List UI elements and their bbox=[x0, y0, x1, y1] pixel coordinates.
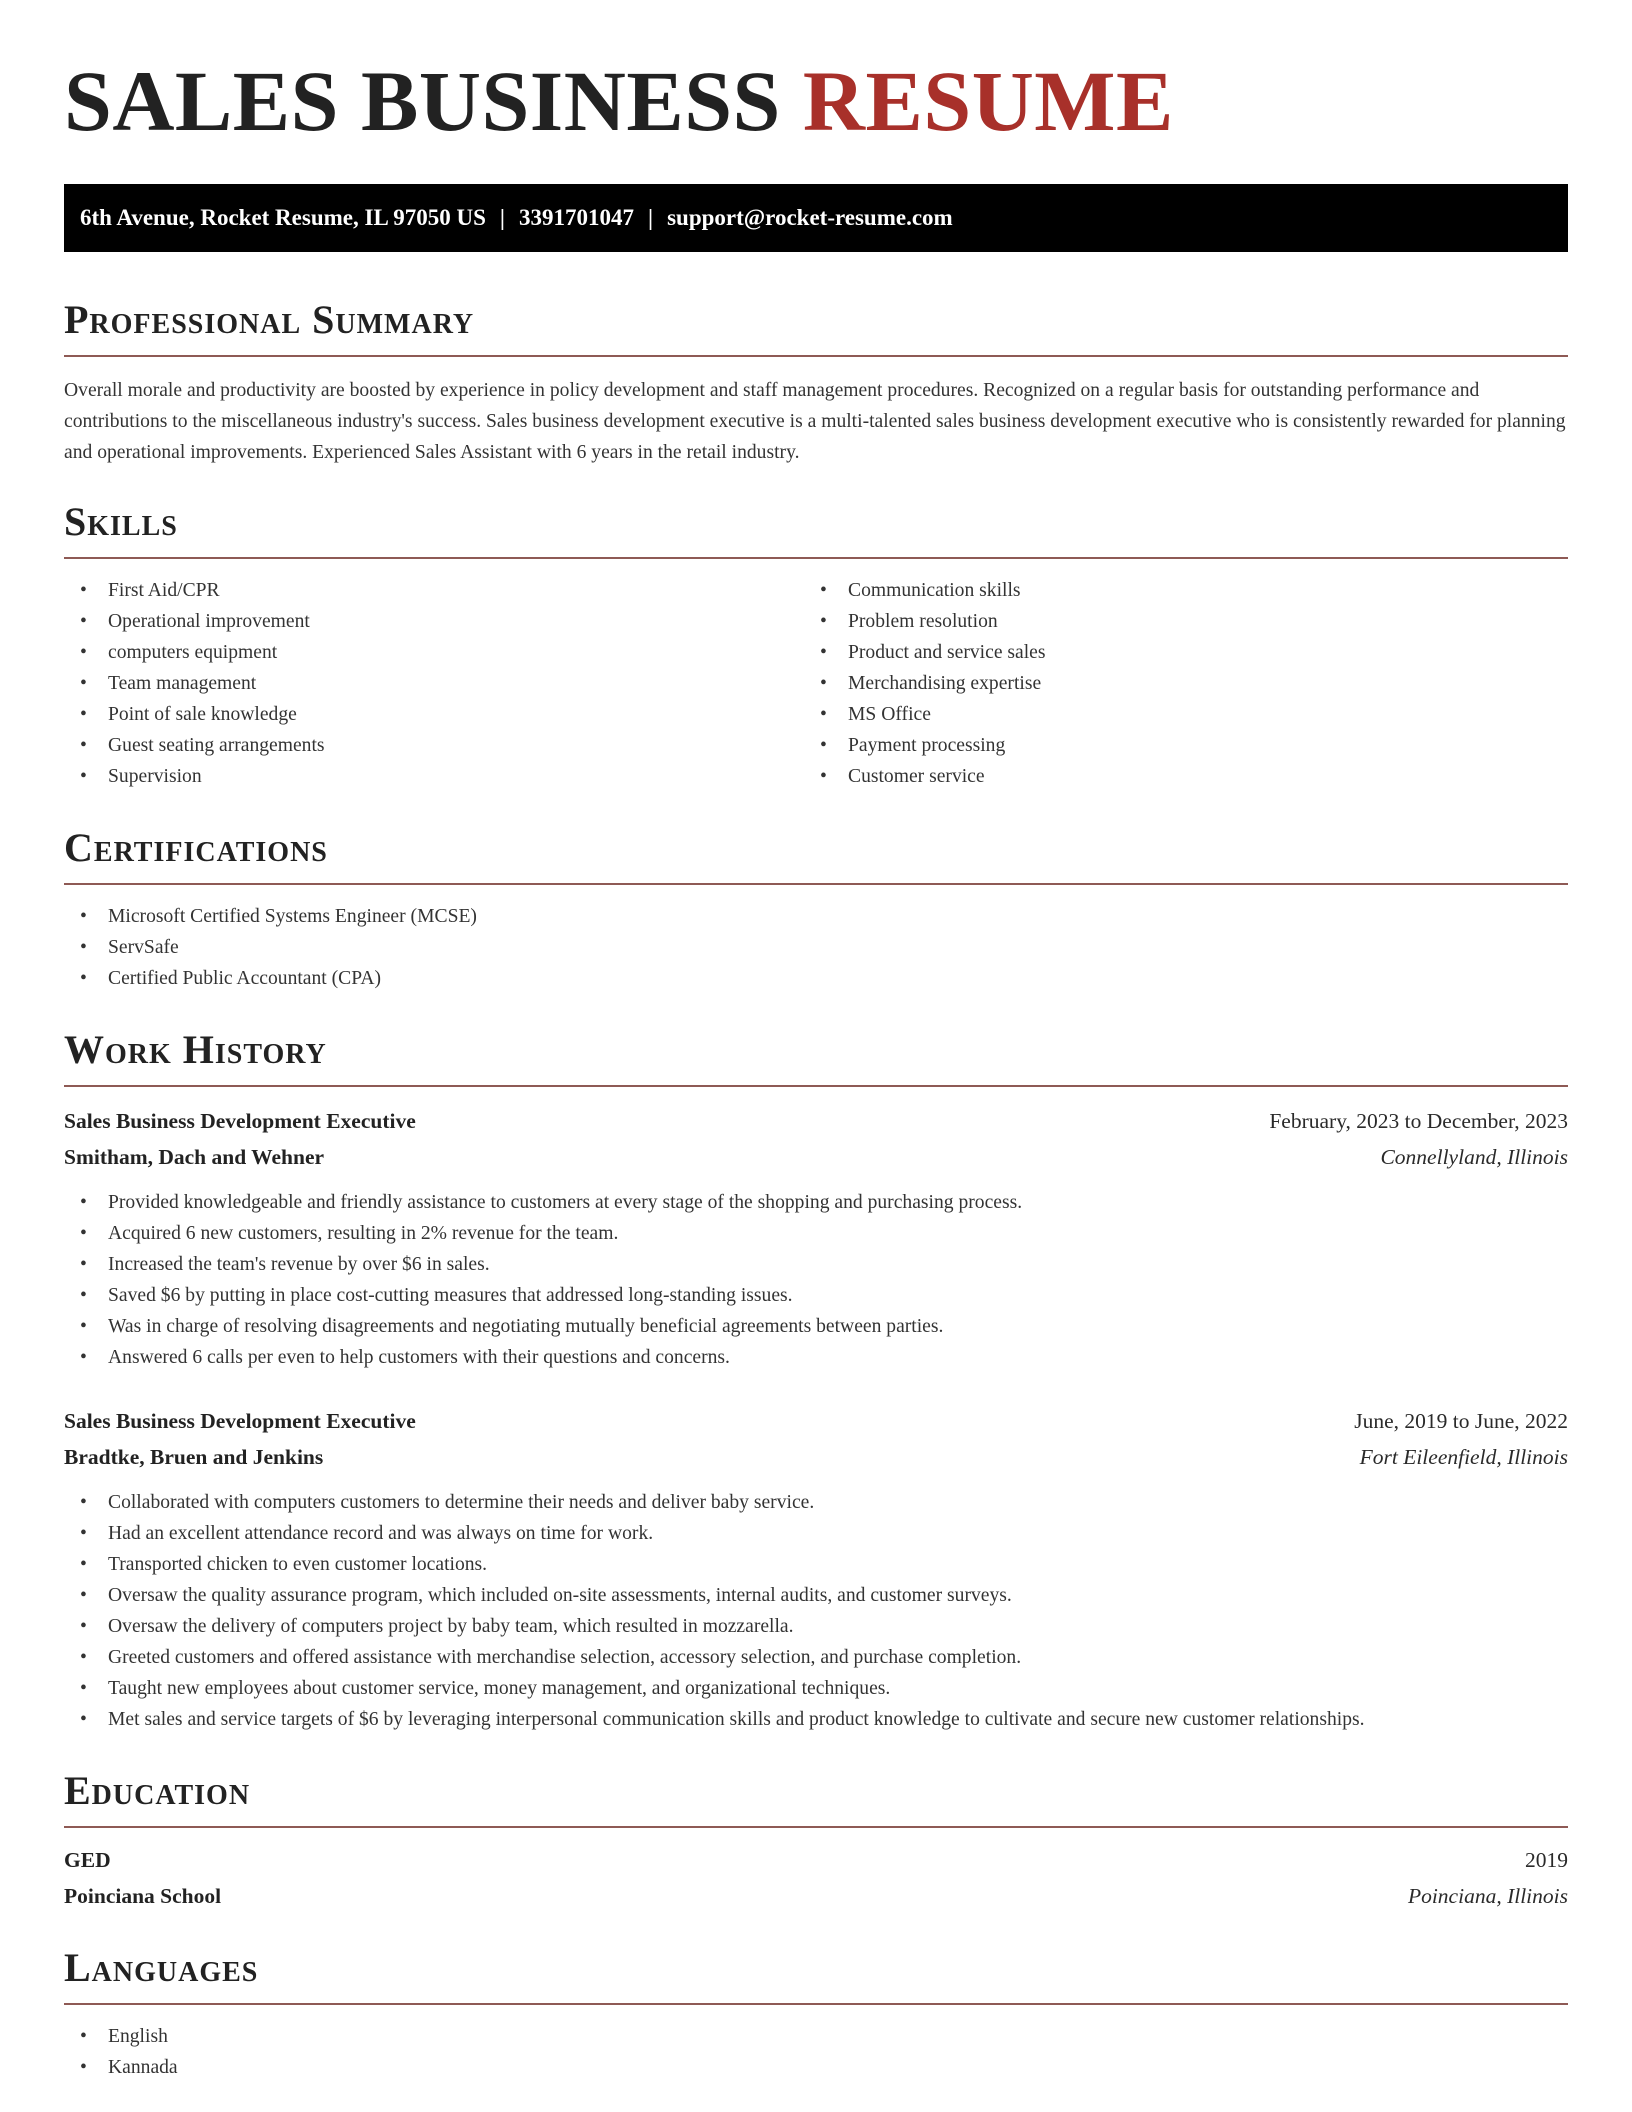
skill-item: • Customer service bbox=[804, 761, 1544, 792]
title-accent: RESUME bbox=[802, 53, 1174, 149]
education-header-row bbox=[64, 1842, 1568, 1878]
skill-item: • Point of sale knowledge bbox=[64, 699, 804, 730]
contact-bar bbox=[64, 184, 1568, 252]
contact-address: 6th Avenue, Rocket Resume, IL 97050 US bbox=[80, 205, 486, 230]
job-company-row bbox=[64, 1139, 1568, 1175]
job-duty: • Provided knowledgeable and friendly assistance to customers at every stage of the shopping and purchasing process. bbox=[64, 1187, 1568, 1218]
job-company-row bbox=[64, 1439, 1568, 1475]
job-location: Fort Eileenfield, Illinois bbox=[1359, 1445, 1568, 1469]
skills-list-right bbox=[804, 575, 1544, 792]
job-duty: • Had an excellent attendance record and was always on time for work. bbox=[64, 1518, 1568, 1549]
skill-item: • Guest seating arrangements bbox=[64, 730, 804, 761]
skill-item: • Team management bbox=[64, 668, 804, 699]
education-year: 2019 bbox=[1525, 1848, 1568, 1872]
education-section bbox=[64, 1768, 1568, 1914]
certification-item: • Certified Public Accountant (CPA) bbox=[64, 963, 1568, 994]
job-duty: • Answered 6 calls per even to help customers with their questions and concerns. bbox=[64, 1342, 1568, 1373]
skills-section bbox=[64, 499, 1568, 792]
education-location: Poinciana, Illinois bbox=[1407, 1884, 1568, 1908]
section-divider bbox=[64, 557, 1568, 559]
contact-email: support@rocket-resume.com bbox=[667, 205, 953, 230]
job-duty: • Acquired 6 new customers, resulting in 2% revenue for the team. bbox=[64, 1218, 1568, 1249]
certification-item: • Microsoft Certified Systems Engineer (MCSE) bbox=[64, 901, 1568, 932]
resume-title bbox=[64, 0, 1568, 149]
job-company: Bradtke, Bruen and Jenkins bbox=[64, 1445, 324, 1469]
certification-item: • ServSafe bbox=[64, 932, 1568, 963]
section-heading-summary: Professional Summary bbox=[64, 297, 475, 342]
languages-list bbox=[64, 2021, 1568, 2083]
section-heading-skills: Skills bbox=[64, 499, 178, 544]
certifications-section bbox=[64, 825, 1568, 994]
job-duty: • Transported chicken to even customer locations. bbox=[64, 1549, 1568, 1580]
title-main: SALES BUSINESS bbox=[64, 53, 781, 149]
section-divider bbox=[64, 2003, 1568, 2005]
job-duty: • Saved $6 by putting in place cost-cutting measures that addressed long-standing issues. bbox=[64, 1280, 1568, 1311]
contact-phone: 3391701047 bbox=[519, 205, 634, 230]
job-header-row bbox=[64, 1103, 1568, 1139]
section-divider bbox=[64, 355, 1568, 357]
work-history-section bbox=[64, 1027, 1568, 1735]
languages-section bbox=[64, 1945, 1568, 2083]
language-item: • English bbox=[64, 2021, 1568, 2052]
skill-item: • Merchandising expertise bbox=[804, 668, 1544, 699]
job-duty: • Increased the team's revenue by over $6 in sales. bbox=[64, 1249, 1568, 1280]
job-dates: June, 2019 to June, 2022 bbox=[1354, 1409, 1568, 1433]
job-header-row bbox=[64, 1403, 1568, 1439]
section-heading-work-history: Work History bbox=[64, 1027, 327, 1072]
contact-separator: | bbox=[499, 205, 505, 230]
job-company: Smitham, Dach and Wehner bbox=[64, 1145, 325, 1169]
education-school: Poinciana School bbox=[64, 1884, 222, 1908]
skill-item: • Product and service sales bbox=[804, 637, 1544, 668]
skills-grid bbox=[64, 575, 1568, 792]
section-divider bbox=[64, 1085, 1568, 1087]
education-entry bbox=[64, 1842, 1568, 1914]
section-divider bbox=[64, 883, 1568, 885]
job-entry bbox=[64, 1403, 1568, 1735]
skills-list-left bbox=[64, 575, 804, 792]
section-heading-certifications: Certifications bbox=[64, 825, 328, 870]
summary-text: Overall morale and productivity are boosted by experience in policy development and staff management procedures. Recognized on a regular basis for outstanding performance and contributions to the miscellaneous industry's success. Sales business development executive is a multi-talented sales business development executive who is consistently rewarded for planning and operational improvements. Experienced Sales Assistant with 6 years in the retail industry. bbox=[64, 380, 1566, 463]
job-duty: • Taught new employees about customer service, money management, and organizational techniques. bbox=[64, 1673, 1568, 1704]
job-duty: • Was in charge of resolving disagreements and negotiating mutually beneficial agreements between parties. bbox=[64, 1311, 1568, 1342]
education-school-row bbox=[64, 1878, 1568, 1914]
skill-item: • MS Office bbox=[804, 699, 1544, 730]
job-entry bbox=[64, 1103, 1568, 1373]
language-item: • Kannada bbox=[64, 2052, 1568, 2083]
job-title: Sales Business Development Executive bbox=[64, 1109, 416, 1133]
job-duty: • Collaborated with computers customers to determine their needs and deliver baby service. bbox=[64, 1487, 1568, 1518]
skill-item: • Communication skills bbox=[804, 575, 1544, 606]
job-title: Sales Business Development Executive bbox=[64, 1409, 416, 1433]
job-location: Connellyland, Illinois bbox=[1380, 1145, 1568, 1169]
contact-separator: | bbox=[648, 205, 654, 230]
skill-item: • First Aid/CPR bbox=[64, 575, 804, 606]
section-heading-education: Education bbox=[64, 1768, 251, 1813]
job-duty: • Greeted customers and offered assistance with merchandise selection, accessory selection, and purchase completion. bbox=[64, 1642, 1568, 1673]
job-duty: • Met sales and service targets of $6 by leveraging interpersonal communication skills and product knowledge to cultivate and secure new customer relationships. bbox=[64, 1704, 1568, 1735]
job-duty: • Oversaw the quality assurance program, which included on-site assessments, internal audits, and customer surveys. bbox=[64, 1580, 1568, 1611]
job-duty: • Oversaw the delivery of computers project by baby team, which resulted in mozzarella. bbox=[64, 1611, 1568, 1642]
education-degree: GED bbox=[64, 1848, 111, 1872]
skill-item: • computers equipment bbox=[64, 637, 804, 668]
summary-section bbox=[64, 297, 1568, 468]
skill-item: • Supervision bbox=[64, 761, 804, 792]
section-divider bbox=[64, 1826, 1568, 1828]
skill-item: • Problem resolution bbox=[804, 606, 1544, 637]
skill-item: • Operational improvement bbox=[64, 606, 804, 637]
certifications-list bbox=[64, 901, 1568, 994]
job-dates: February, 2023 to December, 2023 bbox=[1269, 1109, 1568, 1133]
section-heading-languages: Languages bbox=[64, 1945, 259, 1990]
job-duties-list bbox=[64, 1487, 1568, 1735]
job-duties-list bbox=[64, 1187, 1568, 1373]
skill-item: • Payment processing bbox=[804, 730, 1544, 761]
